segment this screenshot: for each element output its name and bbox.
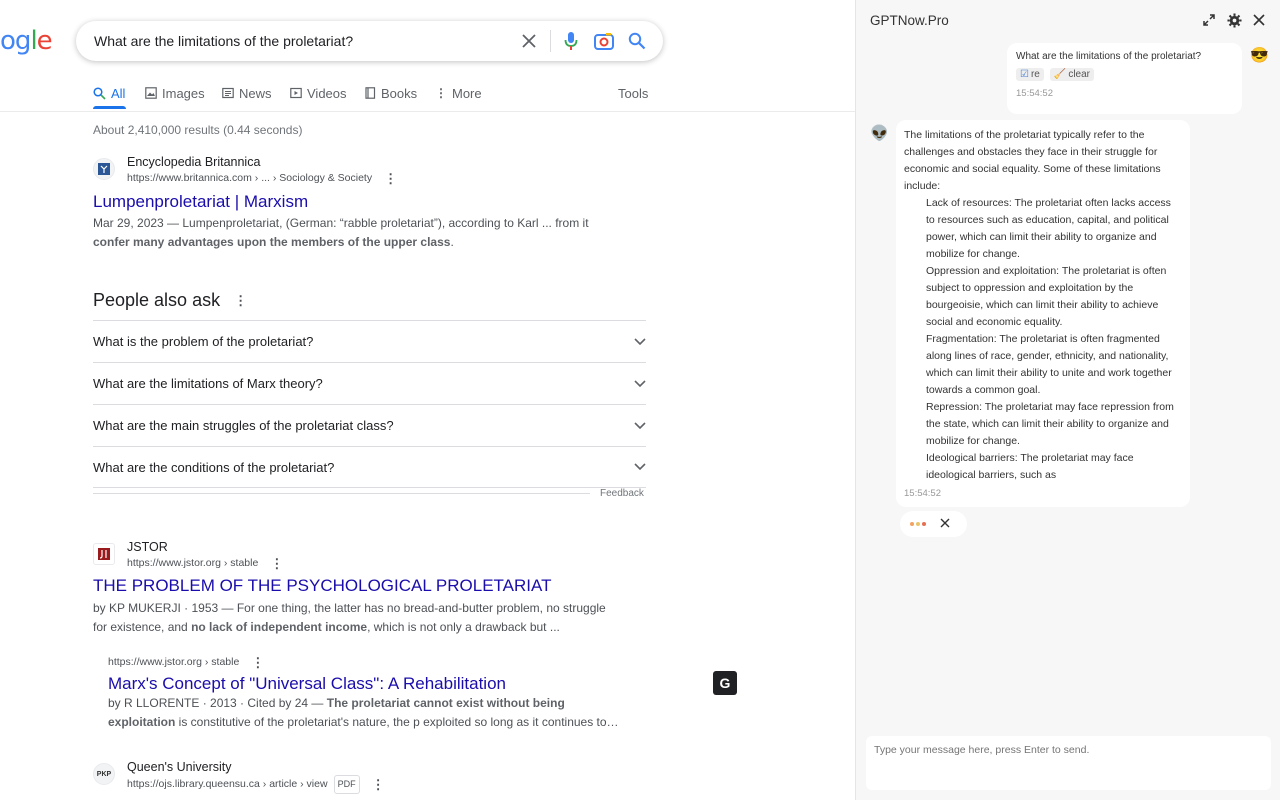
list-item: Fragmentation: The proletariat is often fragmented along lines of race, gender, ethnicity, and nationality, which can limit their ability to unite and work together towards a common goal. (926, 333, 1172, 396)
paa-question[interactable] (93, 362, 646, 404)
snippet-text: is constitutive of the proletariat's nature, the p exploited so long as it continues to… (175, 715, 619, 729)
url-text: https://www.britannica.com › ... › Sociology & Society (127, 172, 373, 184)
feedback-divider (93, 493, 590, 494)
user-message-bubble (1007, 43, 1242, 114)
result-title-link[interactable]: Lumpenproletariat | Marxism (93, 192, 309, 211)
snippet-text: . (450, 235, 454, 249)
result-title-link[interactable]: THE PROBLEM OF THE PSYCHOLOGICAL PROLETARIAT (93, 576, 552, 595)
panel-title: GPTNow.Pro (870, 13, 949, 28)
snippet-text: by KP MUKERJI · 1953 — For one thing, the latter has no bread-and-butter problem, no struggle (93, 601, 606, 615)
britannica-favicon (93, 158, 115, 180)
expand-icon[interactable] (1200, 11, 1218, 29)
search-input[interactable] (94, 21, 494, 61)
clear-chip[interactable] (1050, 68, 1094, 81)
site-url[interactable] (108, 654, 264, 671)
stop-icon[interactable] (940, 515, 950, 533)
tools-button[interactable] (618, 84, 648, 102)
more-vert-icon[interactable]: ⋮ (234, 292, 248, 308)
book-icon (365, 87, 376, 99)
search-box (76, 21, 663, 61)
result-snippet (93, 214, 613, 252)
people-also-ask-list (93, 320, 646, 488)
news-icon (222, 87, 234, 99)
tab-label: News (239, 85, 272, 101)
result-source[interactable] (93, 154, 397, 187)
question-text: What are the main struggles of the proletariat class? (93, 418, 394, 433)
tab-more[interactable] (435, 84, 482, 102)
people-also-ask-heading (93, 290, 247, 311)
url-text: https://www.jstor.org › stable (108, 656, 240, 668)
result-snippet (108, 694, 638, 732)
logo-letter: g (14, 26, 31, 56)
tab-label: Images (162, 85, 205, 101)
image-icon (145, 87, 157, 99)
search-icon[interactable] (627, 31, 647, 51)
grammarly-badge[interactable]: G (713, 671, 737, 695)
paa-title-text: People also ask (93, 290, 221, 310)
site-name: Encyclopedia Britannica (127, 155, 261, 169)
more-vert-icon[interactable]: ⋮ (384, 171, 398, 186)
more-vert-icon[interactable]: ⋮ (270, 556, 284, 571)
snippet-text: , which is not only a drawback but ... (367, 620, 560, 634)
list-item: Lack of resources: The proletariat often lacks access to resources such as education, capital, and political power, which can limit their ability to organize and mobilize for change. (926, 197, 1171, 260)
feedback-link[interactable]: Feedback (600, 488, 644, 499)
bot-intro-text: The limitations of the proletariat typically refer to the challenges and obstacles they face in their struggle for economic and social equality. Some of these limitations include: (904, 129, 1161, 192)
chevron-down-icon (634, 463, 646, 471)
snippet-bold: no lack of independent income (191, 620, 368, 634)
result-title-link[interactable]: Marx's Concept of "Universal Class": A Rehabilitation (108, 674, 506, 693)
paa-question[interactable] (93, 320, 646, 362)
list-item: Ideological barriers: The proletariat may face ideological barriers, such as (926, 452, 1134, 481)
result-stats: About 2,410,000 results (0.44 seconds) (93, 123, 303, 137)
pkp-favicon: PKP (93, 763, 115, 785)
tab-label: Videos (307, 85, 347, 101)
more-vert-icon[interactable]: ⋮ (371, 777, 385, 792)
active-tab-indicator (93, 106, 126, 109)
tab-images[interactable] (145, 84, 205, 102)
list-item: Oppression and exploitation: The proletariat is often subject to oppression and exploitation by the bourgeoisie, which can limit their ability to achieve social and economic equality. (926, 265, 1167, 328)
tabs-divider (0, 111, 855, 112)
microphone-icon[interactable] (561, 31, 581, 51)
site-url (127, 170, 397, 187)
search-tabs (93, 84, 653, 104)
site-name: Queen's University (127, 760, 232, 774)
gear-icon[interactable] (1225, 11, 1243, 29)
chip-label: re (1030, 69, 1040, 80)
paa-question[interactable] (93, 446, 646, 488)
url-text: https://ojs.library.queensu.ca › article › view (127, 778, 328, 790)
bot-points-list (904, 195, 1182, 484)
google-logo[interactable] (0, 26, 52, 56)
url-text: https://www.jstor.org › stable (127, 557, 259, 569)
clear-icon[interactable] (519, 31, 539, 51)
tab-label: Books (381, 85, 418, 101)
chevron-down-icon (634, 338, 646, 346)
logo-letter: e (36, 26, 52, 56)
tab-label: All (111, 85, 126, 101)
message-actions (1016, 68, 1233, 81)
loading-dots-icon (910, 522, 926, 526)
chip-label: clear (1068, 69, 1091, 80)
tab-videos[interactable] (290, 84, 347, 102)
bot-message-bubble (896, 120, 1190, 507)
more-vert-icon: ⋮ (435, 86, 447, 100)
site-name: JSTOR (127, 540, 168, 554)
gptnow-panel (855, 0, 1280, 800)
snippet-bold: confer many advantages upon the members of the upper class (93, 235, 451, 249)
bot-avatar: 👽 (870, 125, 889, 142)
video-icon (290, 87, 302, 99)
site-url (127, 555, 283, 572)
more-vert-icon[interactable]: ⋮ (251, 655, 265, 670)
logo-letter: o (0, 26, 15, 56)
chat-message-input[interactable] (866, 736, 1271, 790)
snippet-text: for existence, and (93, 620, 192, 634)
tab-news[interactable] (222, 84, 272, 102)
result-source[interactable] (93, 759, 385, 794)
camera-lens-icon[interactable] (594, 31, 614, 51)
retry-icon: ☑ (1020, 69, 1029, 80)
broom-icon: 🧹 (1053, 69, 1067, 80)
snippet-bold: exploitation (108, 715, 176, 729)
tools-label: Tools (618, 85, 649, 101)
result-source[interactable] (93, 539, 283, 572)
jstor-favicon (93, 543, 115, 565)
typing-indicator (900, 511, 967, 537)
chevron-down-icon (634, 422, 646, 430)
search-icon (93, 87, 106, 100)
question-text: What is the problem of the proletariat? (93, 334, 314, 349)
snippet-bold: The proletariat cannot exist without being (326, 696, 565, 710)
question-text: What are the conditions of the proletariat? (93, 459, 335, 475)
tab-label: More (452, 85, 482, 101)
paa-question[interactable] (93, 404, 646, 446)
logo-letter: l (30, 26, 37, 56)
search-divider (550, 30, 551, 52)
chevron-down-icon (634, 380, 646, 388)
pdf-badge: PDF (334, 775, 360, 794)
user-avatar: 😎 (1250, 47, 1269, 64)
list-item: Repression: The proletariat may face repression from the state, which can limit their ability to organize and mobilize for change. (926, 401, 1174, 447)
question-text: What are the limitations of Marx theory? (93, 376, 323, 391)
site-url (127, 775, 385, 794)
snippet-text: Mar 29, 2023 — Lumpenproletariat, (German: “rabble proletariat”), according to Karl ... from it (93, 216, 589, 230)
result-snippet (93, 599, 633, 637)
user-message-text: What are the limitations of the proletariat? (1016, 51, 1202, 62)
close-icon[interactable] (1250, 11, 1268, 29)
message-timestamp: 15:54:52 (1016, 88, 1053, 99)
snippet-text: by R LLORENTE · 2013 · Cited by 24 — (108, 696, 327, 710)
tab-books[interactable] (365, 84, 417, 102)
message-timestamp: 15:54:52 (904, 488, 941, 499)
tab-all[interactable] (93, 84, 125, 102)
retry-chip[interactable] (1016, 68, 1044, 81)
